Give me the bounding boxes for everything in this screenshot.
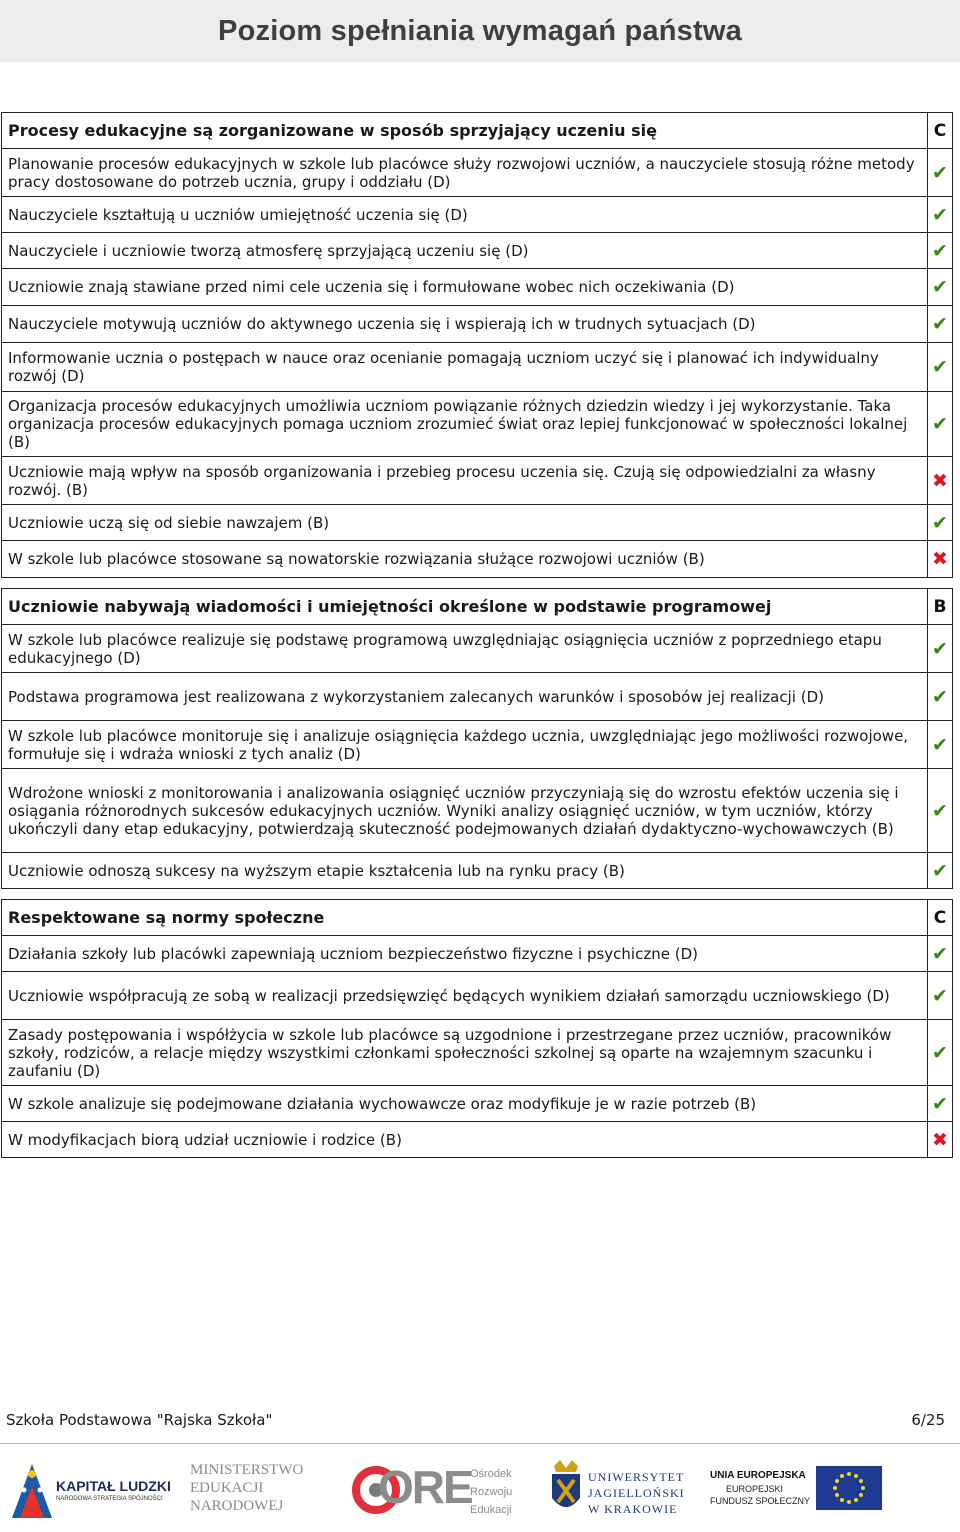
requirement-text: Uczniowie współpracują ze sobą w realizacji przedsięwzięć będących wynikiem działań samorządu uczniowskiego (D) (2, 972, 928, 1020)
requirement-text: Nauczyciele kształtują u uczniów umiejętność uczenia się (D) (2, 197, 928, 233)
table-row (2, 1020, 953, 1086)
logo-kapital-ludzki (10, 1456, 175, 1524)
footer-divider (0, 1443, 960, 1444)
table-row (2, 197, 953, 233)
check-icon: ✔ (928, 197, 953, 233)
ore-line-3: Edukacji (470, 1504, 512, 1516)
requirement-text: Zasady postępowania i współżycia w szkole lub placówce są uzgodnione i przestrzegane przez uczniów, pracowników szkoły, rodziców, a relacje między wszystkimi członkami społeczności szkolnej są oparte na wzajemnym szacunku i zaufaniu (D) (2, 1020, 928, 1086)
logo-uniwersytet (548, 1456, 688, 1524)
table-row (2, 457, 953, 505)
page-title: Poziom spełniania wymagań państwa (218, 14, 742, 47)
check-icon: ✔ (928, 233, 953, 269)
section-level: B (928, 589, 953, 625)
check-icon: ✔ (928, 853, 953, 889)
uj-crest-icon (548, 1458, 584, 1520)
requirement-text: Nauczyciele i uczniowie tworzą atmosferę sprzyjającą uczeniu się (D) (2, 233, 928, 269)
check-icon: ✔ (928, 1020, 953, 1086)
men-line-2: EDUKACJI (190, 1480, 264, 1496)
check-icon: ✔ (928, 306, 953, 343)
table-row (2, 306, 953, 343)
check-icon: ✔ (928, 269, 953, 306)
ue-line-3: FUNDUSZ SPOŁECZNY (710, 1496, 811, 1506)
footer-school-name: Szkoła Podstawowa "Rajska Szkoła" (6, 1411, 273, 1429)
check-icon: ✔ (928, 149, 953, 197)
table-row (2, 936, 953, 972)
check-icon: ✔ (928, 392, 953, 457)
section-level: C (928, 900, 953, 936)
check-icon: ✔ (928, 1086, 953, 1122)
check-icon: ✔ (928, 721, 953, 769)
footer-page-number: 6/25 (911, 1411, 945, 1429)
ore-line-2: Rozwoju (470, 1486, 513, 1498)
kapital-ludzki-subtitle: NARODOWA STRATEGIA SPÓJNOŚCI (56, 1496, 163, 1502)
table-row (2, 343, 953, 392)
check-icon: ✔ (928, 673, 953, 721)
requirement-text: Wdrożone wnioski z monitorowania i analizowania osiągnięć uczniów przyczyniają się do wzrostu efektów uczenia się i osiągania różnorodnych sukcesów edukacyjnych uczniów. Wyniki analizy osiągnięć uczniów, w tym uczniów, którzy ukończyli dany etap edukacyjny, potwierdzają skuteczność podejmowanych działań dydaktyczno-wychowawczych (B) (2, 769, 928, 853)
ore-line-1: Ośrodek (470, 1468, 512, 1480)
requirements-tables (1, 112, 953, 1158)
table-row (2, 853, 953, 889)
ue-line-1: UNIA EUROPEJSKA (710, 1470, 806, 1481)
table-row (2, 1086, 953, 1122)
logo-ministerstwo (190, 1456, 320, 1524)
requirement-text: Uczniowie odnoszą sukcesy na wyższym etapie kształcenia lub na rynku pracy (B) (2, 853, 928, 889)
uj-line-1: UNIWERSYTET (588, 1470, 685, 1484)
requirement-text: Nauczyciele motywują uczniów do aktywnego uczenia się i wspierają ich w trudnych sytuacjach (D) (2, 306, 928, 343)
table-row (2, 505, 953, 541)
section-header: Uczniowie nabywają wiadomości i umiejętności określone w podstawie programowej (2, 589, 928, 625)
table-row (2, 721, 953, 769)
requirement-text: W szkole lub placówce stosowane są nowatorskie rozwiązania służące rozwojowi uczniów (B) (2, 541, 928, 578)
table-row (2, 269, 953, 306)
requirement-text: W modyfikacjach biorą udział uczniowie i rodzice (B) (2, 1122, 928, 1158)
check-icon: ✔ (928, 343, 953, 392)
ore-big-text: ORE (378, 1461, 472, 1513)
uj-line-2: JAGIELLOŃSKI (588, 1486, 685, 1500)
requirement-text: Planowanie procesów edukacyjnych w szkole lub placówce służy rozwojowi uczniów, a nauczyciele stosują różne metody pracy dostosowane do potrzeb ucznia, grupy i oddziału (D) (2, 149, 928, 197)
check-icon: ✔ (928, 625, 953, 673)
table-row (2, 541, 953, 578)
check-icon: ✔ (928, 972, 953, 1020)
kapital-ludzki-emblem-icon (10, 1460, 54, 1520)
requirements-table-1 (1, 112, 953, 578)
title-band (0, 0, 960, 62)
section-header-row (2, 113, 953, 149)
check-icon: ✔ (928, 505, 953, 541)
check-icon: ✔ (928, 769, 953, 853)
requirements-table-3 (1, 899, 953, 1158)
table-row (2, 233, 953, 269)
requirement-text: Uczniowie uczą się od siebie nawzajem (B) (2, 505, 928, 541)
requirements-table-2 (1, 588, 953, 889)
cross-icon: ✖ (928, 1122, 953, 1158)
requirement-text: Uczniowie znają stawiane przed nimi cele uczenia się i formułowane wobec nich oczekiwania (D) (2, 269, 928, 306)
kapital-ludzki-title: KAPITAŁ LUDZKI (56, 1478, 171, 1494)
table-row (2, 769, 953, 853)
section-header-row (2, 589, 953, 625)
requirement-text: Informowanie ucznia o postępach w nauce oraz ocenianie pomagają uczniom uczyć się i planować ich indywidualny rozwój (D) (2, 343, 928, 392)
requirement-text: W szkole lub placówce realizuje się podstawę programową uwzględniając osiągnięcia uczniów z poprzedniego etapu edukacyjnego (D) (2, 625, 928, 673)
table-row (2, 972, 953, 1020)
section-header: Procesy edukacyjne są zorganizowane w sposób sprzyjający uczeniu się (2, 113, 928, 149)
uj-line-3: W KRAKOWIE (588, 1502, 678, 1516)
table-row (2, 673, 953, 721)
requirement-text: Działania szkoły lub placówki zapewniają uczniom bezpieczeństwo fizyczne i psychiczne (D) (2, 936, 928, 972)
section-header-row (2, 900, 953, 936)
requirement-text: Podstawa programowa jest realizowana z wykorzystaniem zalecanych warunków i sposobów jej realizacji (D) (2, 673, 928, 721)
section-header: Respektowane są normy społeczne (2, 900, 928, 936)
table-row (2, 625, 953, 673)
logo-ore (348, 1456, 528, 1524)
ue-line-2: EUROPEJSKI (726, 1484, 784, 1494)
men-line-1: MINISTERSTWO (190, 1462, 304, 1478)
table-row (2, 149, 953, 197)
logos-bar (0, 1448, 960, 1532)
table-row (2, 1122, 953, 1158)
logo-unia-europejska (706, 1456, 946, 1524)
check-icon: ✔ (928, 936, 953, 972)
men-line-3: NARODOWEJ (190, 1498, 284, 1514)
requirement-text: W szkole lub placówce monitoruje się i analizuje osiągnięcia każdego ucznia, uwzględniając jego możliwości rozwojowe, formułuje się i wdraża wnioski z tych analiz (D) (2, 721, 928, 769)
requirement-text: Organizacja procesów edukacyjnych umożliwia uczniom powiązanie różnych dziedzin wiedzy i jej wykorzystanie. Taka organizacja procesów edukacyjnych pomaga uczniom zrozumieć świat oraz lepiej funkcjonować w społeczności lokalnej (B) (2, 392, 928, 457)
section-level: C (928, 113, 953, 149)
cross-icon: ✖ (928, 457, 953, 505)
eu-flag-icon (816, 1466, 882, 1510)
table-row (2, 392, 953, 457)
requirement-text: Uczniowie mają wpływ na sposób organizowania i przebieg procesu uczenia się. Czują się odpowiedzialni za własny rozwój. (B) (2, 457, 928, 505)
cross-icon: ✖ (928, 541, 953, 578)
requirement-text: W szkole analizuje się podejmowane działania wychowawcze oraz modyfikuje je w razie potrzeb (B) (2, 1086, 928, 1122)
